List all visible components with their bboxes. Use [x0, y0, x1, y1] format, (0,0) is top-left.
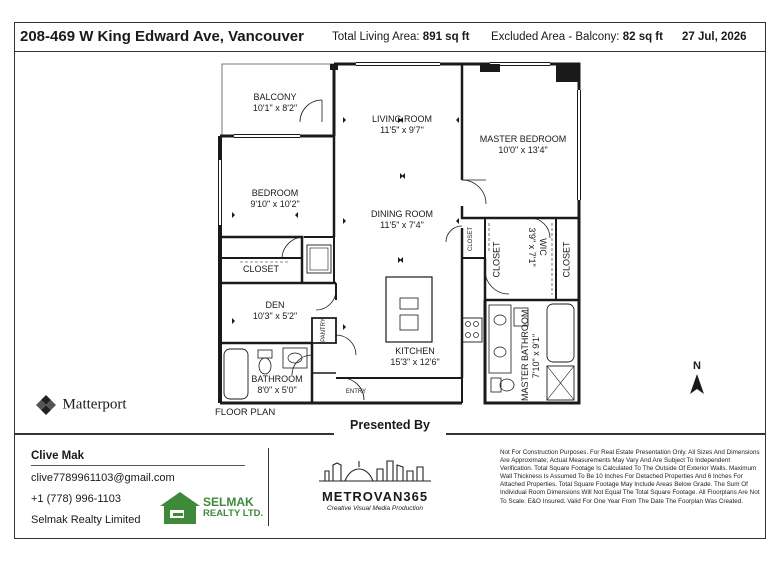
footer-divider [268, 448, 269, 526]
selmak-logo-line1: SELMAK [203, 495, 254, 509]
room-pantry: PANTRY [321, 318, 327, 342]
excluded-area: Excluded Area - Balcony: 82 sq ft [491, 31, 663, 43]
room-closet-small: CLOSET [468, 227, 474, 252]
disclaimer-text: Not For Construction Purposes. For Real Estate Presentation Only. All Sizes And Dimensions Are Approximate; Actual Measurements May Vary And Are Subject To Independent Verification. Total Square Footage Is Calculated To The Outside Of Exterior Walls. Maximum Wall Thickness Is Assumed To Be 10 Inches For Detached Properties And 6 Inches For Attached Properties. Total Square Footage May Include Areas Below Grade. The Sum Of Individual Room Dimensions Will Not Equal The Total Square Footage. All Floorplans Are Not To Scale. E&O Insured. Valid For One Year From The Date The Foorplan Was Created. [500, 449, 760, 505]
room-dining: DINING ROOM 11'5" x 7'4" [371, 209, 433, 230]
room-wic: WIC 3'9" x 7'1" [527, 227, 548, 267]
matterport-logo: Matterport [34, 393, 127, 417]
selmak-house-icon [158, 490, 202, 526]
floor-plan-label: FLOOR PLAN [215, 407, 276, 418]
north-arrow [685, 360, 709, 401]
living-area: Total Living Area: 891 sq ft [332, 31, 470, 43]
room-den: DEN 10'3" x 5'2" [252, 300, 298, 321]
presented-by-heading: Presented By [350, 418, 430, 432]
room-closet-right: CLOSET [561, 241, 572, 278]
room-closet-bedroom: CLOSET [242, 264, 279, 274]
metrovan-logo [300, 455, 450, 515]
room-bedroom: BEDROOM 9'10" x 10'2" [250, 188, 300, 209]
room-entry: ENTRY [345, 389, 367, 395]
agent-company: Selmak Realty Limited [31, 514, 141, 526]
metrovan-name: METROVAN365 [321, 489, 429, 504]
presented-divider-right [446, 433, 766, 435]
matterport-icon [34, 393, 58, 417]
property-address: 208-469 W King Edward Ave, Vancouver [20, 28, 304, 45]
room-closet-left: CLOSET [491, 241, 502, 278]
north-arrow-icon [687, 372, 707, 396]
agent-name: Clive Mak [31, 450, 85, 462]
presented-divider-left [14, 433, 334, 435]
selmak-logo [158, 490, 268, 526]
north-label: N [693, 360, 701, 372]
agent-name-rule [31, 465, 245, 466]
plan-date: 27 Jul, 2026 [682, 31, 747, 43]
room-master-bathroom: MASTER BATHROOM 7'10" x 9'1" [520, 309, 541, 401]
room-bathroom: BATHROOM 8'0" x 5'0" [251, 374, 303, 395]
metrovan-tagline: Creative Visual Media Production [327, 505, 423, 512]
agent-phone[interactable]: +1 (778) 996-1103 [31, 493, 122, 505]
agent-email[interactable]: clive7789961103@gmail.com [31, 472, 175, 484]
selmak-logo-line2: REALTY LTD. [203, 508, 264, 519]
room-kitchen: KITCHEN 15'3" x 12'6" [390, 346, 440, 367]
room-master-bedroom: MASTER BEDROOM 10'0" x 13'4" [479, 134, 567, 155]
skyline-icon [315, 455, 435, 483]
room-balcony: BALCONY 10'1" x 8'2" [252, 92, 298, 113]
room-living: LIVING ROOM 11'5" x 9'7" [371, 114, 432, 135]
